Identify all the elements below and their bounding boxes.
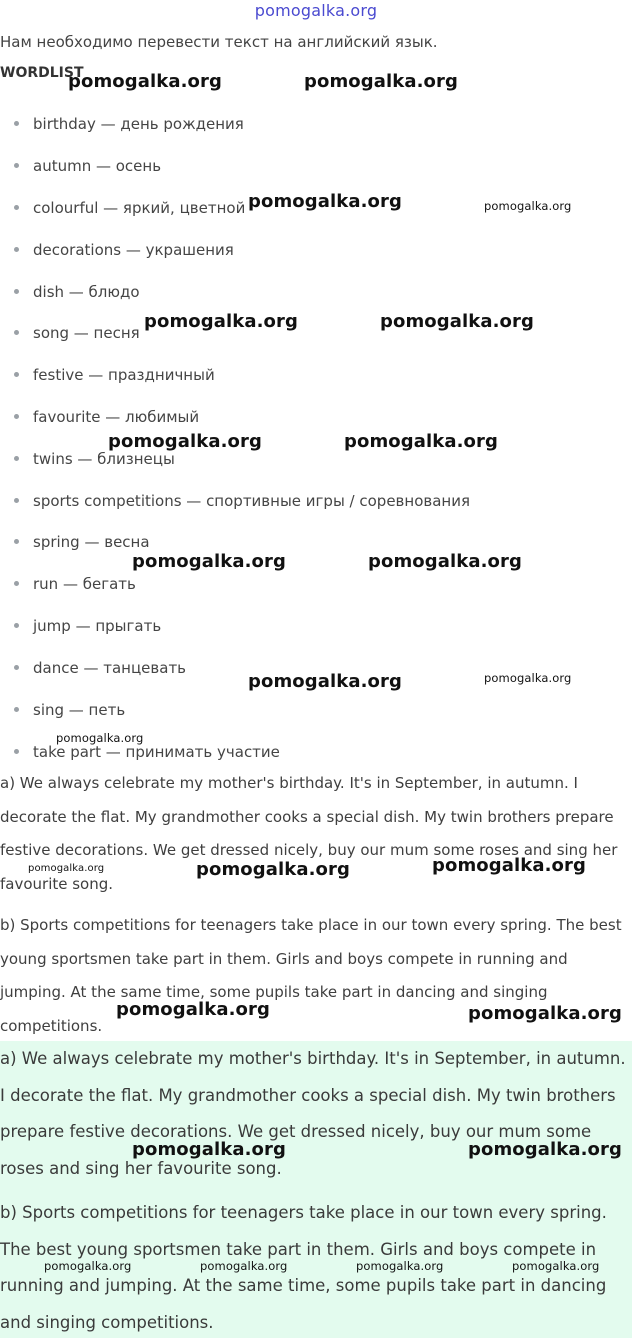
watermark: pomogalka.org bbox=[248, 671, 402, 692]
bullet-icon bbox=[14, 498, 19, 503]
watermark: pomogalka.org bbox=[116, 999, 270, 1020]
bullet-icon bbox=[14, 163, 19, 168]
list-item: sports competitions — спортивные игры / соревнования bbox=[14, 490, 470, 512]
watermark: pomogalka.org bbox=[368, 551, 522, 572]
bullet-icon bbox=[14, 205, 19, 210]
list-item: twins — близнецы bbox=[14, 448, 175, 470]
bullet-icon bbox=[14, 623, 19, 628]
watermark: pomogalka.org bbox=[108, 431, 262, 452]
bullet-icon bbox=[14, 749, 19, 754]
list-item: spring — весна bbox=[14, 531, 150, 553]
list-item: jump — прыгать bbox=[14, 615, 161, 637]
watermark: pomogalka.org bbox=[56, 731, 144, 745]
wordlist-title: WORDLIST bbox=[0, 65, 84, 81]
list-item: song — песня bbox=[14, 322, 140, 344]
watermark: pomogalka.org bbox=[432, 855, 586, 876]
watermark: pomogalka.org bbox=[68, 71, 222, 92]
list-item: dance — танцевать bbox=[14, 657, 186, 679]
watermark: pomogalka.org bbox=[132, 1139, 286, 1160]
bullet-icon bbox=[14, 121, 19, 126]
list-item: favourite — любимый bbox=[14, 406, 199, 428]
watermark: pomogalka.org bbox=[380, 311, 534, 332]
bullet-icon bbox=[14, 372, 19, 377]
list-item: autumn — осень bbox=[14, 155, 161, 177]
answer-paragraph-b: b) Sports competitions for teenagers take place in our town every spring. The best young sportsmen take part in them. Girls and boys compete in running and jumping. At the same time, some pupils take part in dancing and singing competitions. bbox=[0, 1203, 607, 1332]
list-item: decorations — украшения bbox=[14, 239, 234, 261]
watermark: pomogalka.org bbox=[28, 863, 105, 874]
watermark: pomogalka.org bbox=[356, 1259, 444, 1273]
watermark: pomogalka.org bbox=[144, 311, 298, 332]
bullet-icon bbox=[14, 330, 19, 335]
watermark: pomogalka.org bbox=[44, 1259, 132, 1273]
bullet-icon bbox=[14, 289, 19, 294]
watermark: pomogalka.org bbox=[484, 199, 572, 213]
list-item: dish — блюдо bbox=[14, 281, 140, 303]
list-item: festive — праздничный bbox=[14, 364, 215, 386]
list-item: sing — петь bbox=[14, 699, 125, 721]
bullet-icon bbox=[14, 665, 19, 670]
list-item: colourful — яркий, цветной bbox=[14, 197, 245, 219]
bullet-icon bbox=[14, 414, 19, 419]
list-item: run — бегать bbox=[14, 573, 136, 595]
watermark: pomogalka.org bbox=[196, 859, 350, 880]
task-paragraph-b: b) Sports competitions for teenagers take place in our town every spring. The best young sportsmen take part in them. Girls and boys compete in running and jumping. At the same time, some pupils take part in dancing and singing competitions. bbox=[0, 916, 622, 1035]
watermark: pomogalka.org bbox=[248, 191, 402, 212]
watermark: pomogalka.org bbox=[304, 71, 458, 92]
list-item: birthday — день рождения bbox=[14, 113, 244, 135]
watermark: pomogalka.org bbox=[132, 551, 286, 572]
list-item: take part — принимать участие bbox=[14, 741, 280, 763]
watermark: pomogalka.org bbox=[468, 1139, 622, 1160]
watermark: pomogalka.org bbox=[344, 431, 498, 452]
task-paragraph-a: a) We always celebrate my mother's birthday. It's in September, in autumn. I decorate the flat. My grandmother cooks a special dish. My twin brothers prepare festive decorations. We get dressed nicely, buy our mum some roses and sing her favourite song. bbox=[0, 774, 618, 893]
intro-text: Нам необходимо перевести текст на английский язык. bbox=[0, 33, 438, 51]
watermark: pomogalka.org bbox=[512, 1259, 600, 1273]
answer-box bbox=[0, 1041, 632, 1338]
bullet-icon bbox=[14, 539, 19, 544]
watermark: pomogalka.org bbox=[484, 671, 572, 685]
answer-paragraph-a: a) We always celebrate my mother's birthday. It's in September, in autumn. I decorate the flat. My grandmother cooks a special dish. My twin brothers prepare festive decorations. We get dressed nicely, buy our mum some roses and sing her favourite song. bbox=[0, 1049, 626, 1178]
watermark: pomogalka.org bbox=[468, 1003, 622, 1024]
bullet-icon bbox=[14, 456, 19, 461]
watermark: pomogalka.org bbox=[200, 1259, 288, 1273]
bullet-icon bbox=[14, 581, 19, 586]
bullet-icon bbox=[14, 247, 19, 252]
site-header-link[interactable]: pomogalka.org bbox=[254, 1, 378, 20]
bullet-icon bbox=[14, 707, 19, 712]
